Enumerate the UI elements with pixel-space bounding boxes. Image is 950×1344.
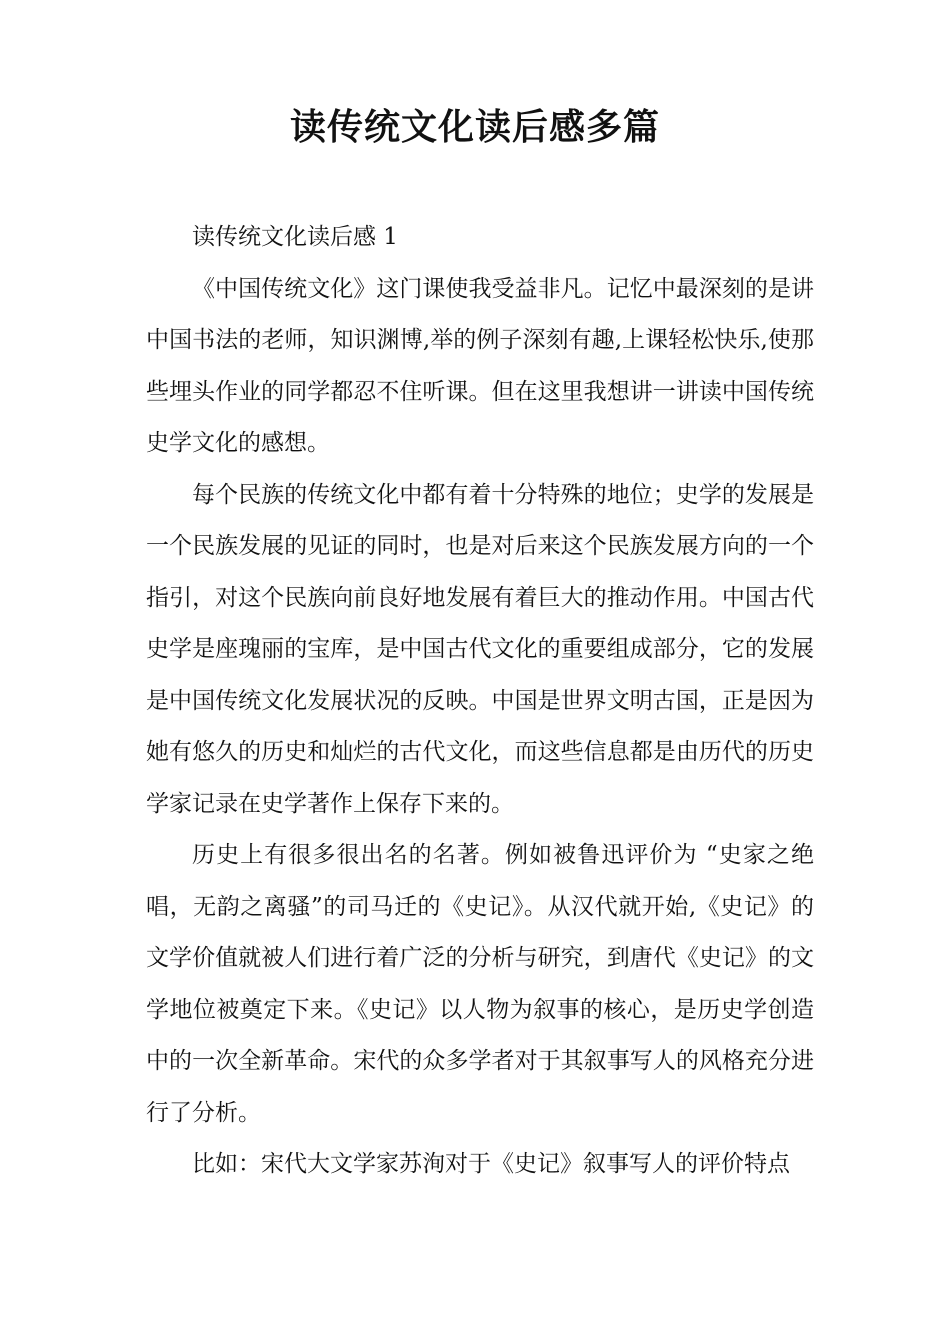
section-heading: 读传统文化读后感 1: [192, 224, 398, 250]
paragraph-2: 每个民族的传统文化中都有着十分特殊的地位；史学的发展是一个民族发展的见证的同时，也是对后来这个民族发展方向的一个指引，对这个民族向前良好地发展有着巨大的推动作用。中国古代史学是座瑰丽的宝库，是中国古代文化的重要组成部分，它的发展是中国传统文化发展状况的反映。中国是世界文明古国，正是因为她有悠久的历史和灿烂的古代文化，而这些信息都是由历代的历史学家记录在史学著作上保存下来的。: [146, 481, 814, 817]
paragraph-4: 比如：宋代大文学家苏洵对于《史记》叙事写人的评价特点: [192, 1151, 790, 1177]
paragraph-1: 《中国传统文化》这门课使我受益非凡。记忆中最深刻的是讲中国书法的老师，知识渊博,举的例子深刻有趣,上课轻松快乐,使那些埋头作业的同学都忍不住听课。但在这里我想讲一讲读中国传统史学文化的感想。: [146, 275, 814, 456]
document-body: [146, 212, 814, 1191]
document-title: 读传统文化读后感多篇: [289, 107, 660, 148]
paragraph-3: 历史上有很多很出名的名著。例如被鲁迅评价为 “史家之绝唱，无韵之离骚”的司马迁的《史记》。从汉代就开始,《史记》的文学价值就被人们进行着广泛的分析与研究，到唐代《史记》的文学地位被奠定下来。《史记》以人物为叙事的核心，是历史学创造中的一次全新革命。宋代的众多学者对于其叙事写人的风格充分进行了分析。: [146, 842, 814, 1126]
